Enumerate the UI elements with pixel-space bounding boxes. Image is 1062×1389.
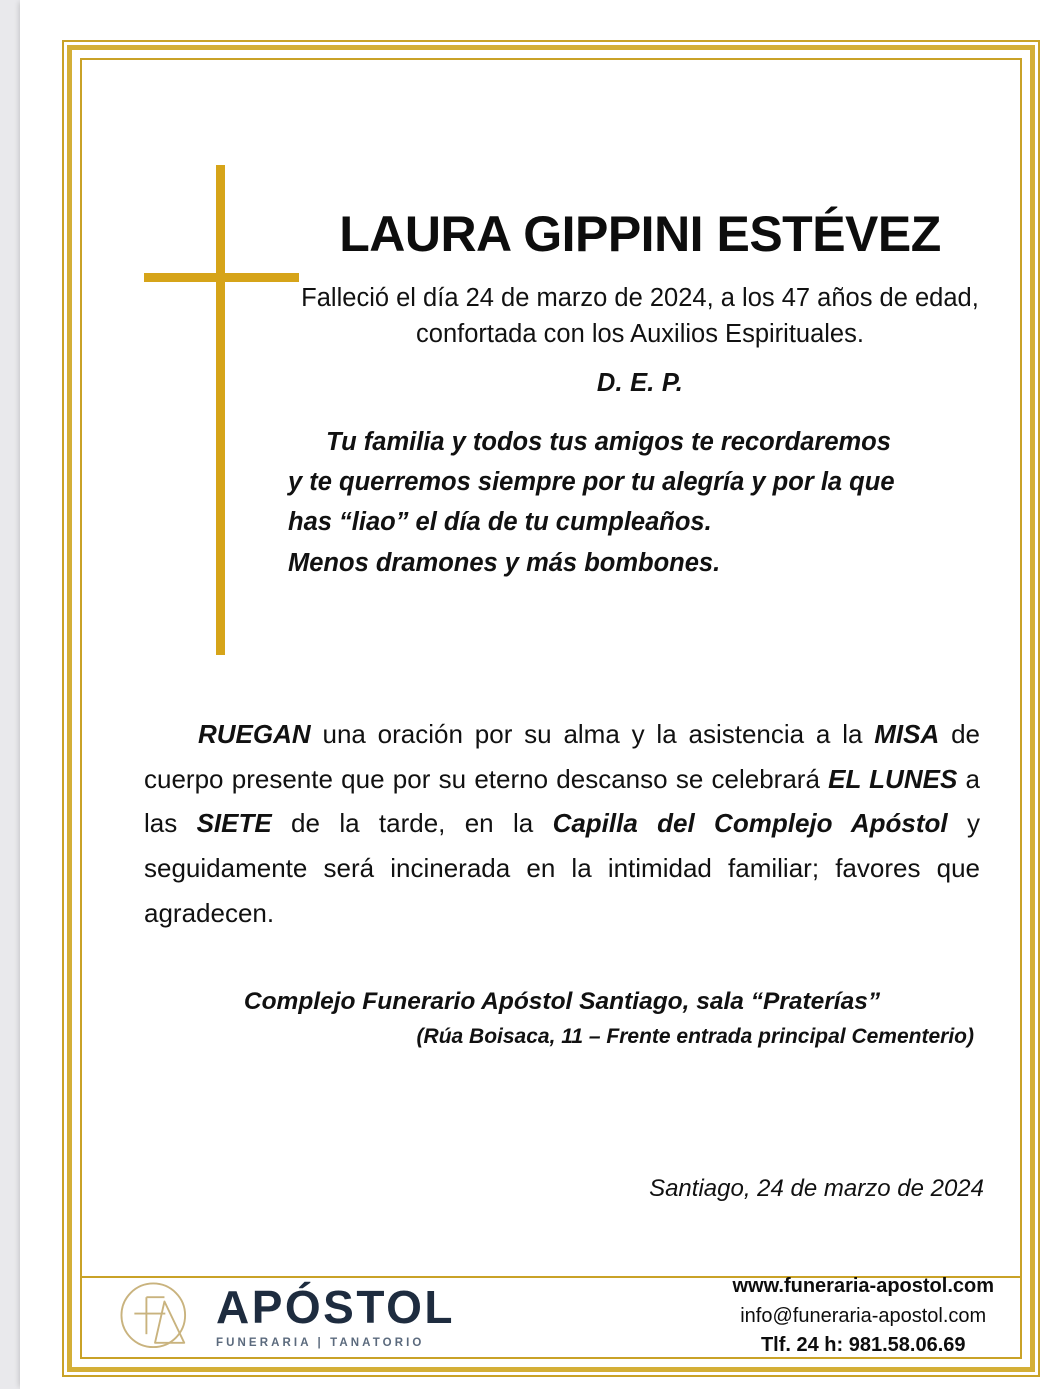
notice-content bbox=[82, 60, 1020, 1357]
venue-address: (Rúa Boisaca, 11 – Frente entrada principal Cementerio) bbox=[416, 1025, 974, 1048]
message-line-1: Tu familia y todos tus amigos te recordaremos bbox=[326, 427, 891, 456]
venue-name: Complejo Funerario Apóstol Santiago, sala “Praterías” bbox=[243, 988, 881, 1015]
contact-block bbox=[732, 1272, 994, 1361]
contact-email[interactable]: info@funeraria-apostol.com bbox=[740, 1304, 987, 1327]
header-block bbox=[282, 208, 998, 583]
fa-monogram-icon bbox=[112, 1274, 198, 1360]
notice-emphasis-chapel: Capilla del Complejo Apóstol bbox=[552, 808, 948, 839]
notice-text-1: una oración por su alma y la asistencia a la bbox=[310, 719, 875, 749]
contact-website[interactable]: www.funeraria-apostol.com bbox=[732, 1275, 994, 1298]
death-announcement: Falleció el día 24 de marzo de 2024, a los 47 años de edad, confortada con los Auxilios Espirituales. bbox=[301, 284, 979, 349]
notice-emphasis-day: EL LUNES bbox=[828, 763, 958, 794]
contact-phone[interactable]: Tlf. 24 h: 981.58.06.69 bbox=[760, 1334, 966, 1357]
brand-name: APÓSTOL bbox=[216, 1281, 456, 1333]
place-and-date: Santiago, 24 de marzo de 2024 bbox=[649, 1175, 984, 1202]
notice-emphasis-hour: SIETE bbox=[196, 808, 272, 839]
cross-vertical-bar bbox=[216, 165, 225, 655]
notice-text-4: de la tarde, en la bbox=[271, 808, 553, 839]
obituary-page bbox=[20, 0, 1062, 1389]
family-message bbox=[282, 422, 998, 583]
notice-emphasis-ruegan: RUEGAN bbox=[198, 719, 311, 749]
frame-inner-line bbox=[80, 58, 1022, 1359]
cross-icon bbox=[144, 165, 294, 655]
message-line-4: Menos dramones y más bombones. bbox=[288, 548, 721, 577]
venue-block bbox=[144, 988, 980, 1049]
notice-text-5: y seguidamente será incinerada en la intimidad familiar; favores que agradecen. bbox=[144, 808, 980, 928]
brand-tagline: FUNERARIA | TANATORIO bbox=[216, 1337, 425, 1349]
footer bbox=[82, 1276, 1020, 1357]
frame-middle-band bbox=[67, 45, 1035, 1372]
deceased-name: LAURA GIPPINI ESTÉVEZ bbox=[339, 206, 941, 262]
notice-text-3: a las bbox=[144, 763, 981, 839]
message-line-3: has “liao” el día de tu cumpleaños. bbox=[288, 508, 712, 537]
brand-logo bbox=[112, 1274, 455, 1360]
decorative-gold-frame bbox=[62, 40, 1040, 1377]
cross-horizontal-bar bbox=[144, 273, 299, 282]
notice-text-2: de cuerpo presente que por su eterno descanso se celebrará bbox=[144, 719, 980, 794]
brand-text bbox=[216, 1281, 456, 1349]
funeral-notice-paragraph bbox=[144, 712, 980, 936]
notice-emphasis-misa: MISA bbox=[874, 719, 940, 749]
dep-abbreviation: D. E. P. bbox=[596, 368, 684, 397]
message-line-2: y te querremos siempre por tu alegría y por la que bbox=[288, 468, 895, 497]
